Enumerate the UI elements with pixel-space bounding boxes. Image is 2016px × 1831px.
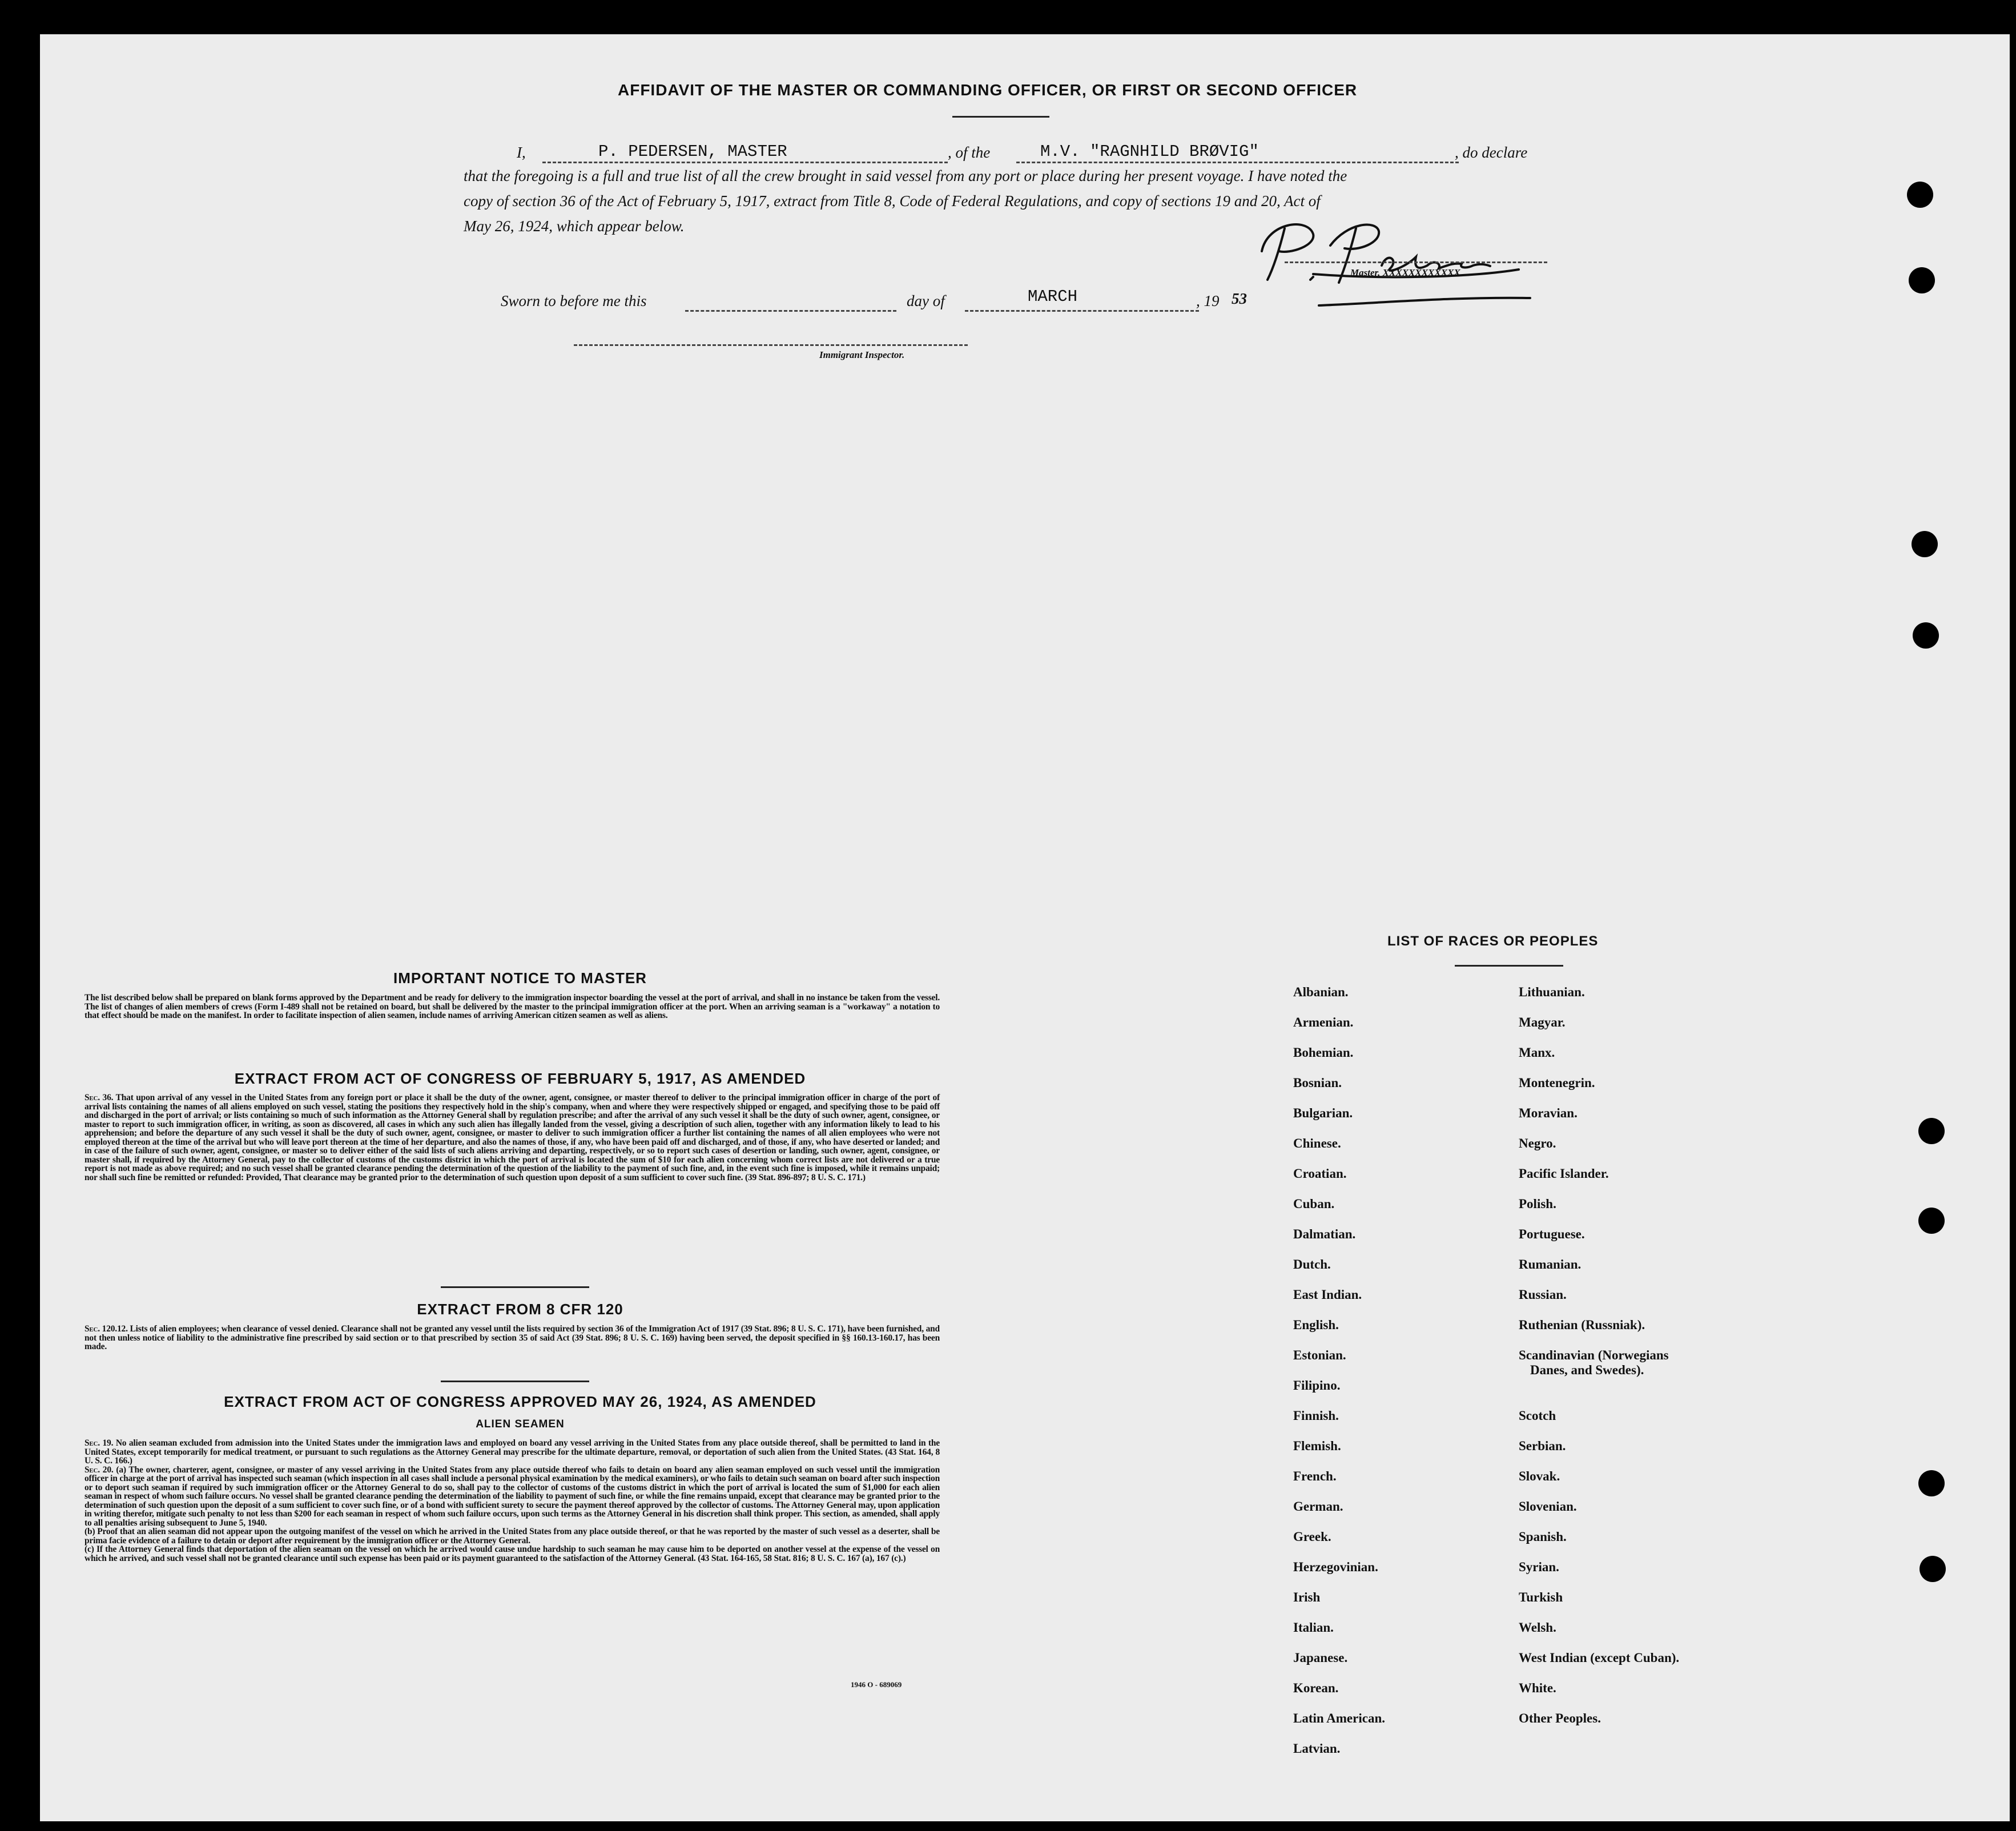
section-text: No alien seaman excluded from admission into the United States under the immigration laws and employed on board any vessel arriving in the United States from any place outside thereof, shall be permitted to land in the United States, except temporarily for medical treatment, or pursuant to such regulations as the Attorney General may prescribe for the ultimate departure, removal, or deportation of such alien from the United States. (43 Stat. 164, 8 U. S. C. 166.) <box>84 1438 940 1466</box>
master-name-field[interactable]: P. PEDERSEN, MASTER <box>598 142 787 161</box>
day-of-label: day of <box>907 292 945 309</box>
affidavit-body-line: copy of section 36 of the Act of February 5, 1917, extract from Title 8, Code of Federal Regulations, and copy of sections 19 and 20, Act of <box>464 192 1321 210</box>
extract-1917-text <box>84 1093 940 1182</box>
race-item: Korean. <box>1293 1681 1339 1695</box>
year-field[interactable]: 53 <box>1232 290 1247 307</box>
title-underline <box>952 116 1049 118</box>
race-item: Chinese. <box>1293 1136 1341 1150</box>
inspector-label: Immigrant Inspector. <box>819 349 905 360</box>
affidavit-body-line: May 26, 1924, which appear below. <box>464 218 685 235</box>
sworn-label: Sworn to before me this <box>501 292 647 309</box>
section-text: That upon arrival of any vessel in the United States from any foreign port or place it shall be the duty of the owner, agent, consignee, or master thereof to deliver to the principal immigration officer in charge of the port of arrival lists containing the names of all aliens employed on such vessel, stating the positions they respectively hold in the ship's company, when and where they were respectively shipped or engaged, and specifying those to be paid off and discharged in the port of arrival; or lists containing so much of such information as the Attorney General shall by regulation prescribe; and after the arrival of any such vessel it shall be the duty of such owner, agent, consignee, or master to report to such immigration officer, in writing, as soon as discovered, all cases in which any such alien has illegally landed from the vessel, giving a description of such alien, together with any information likely to lead to his apprehension; and before the departure of any such vessel it shall be the duty of such owner, agent, consignee, or master to deliver to such immigration officer a further list containing the names of all alien employees who were not employed thereon at the time of the arrival but who will leave port thereon at the time of her departure, and also the names of those, if any, who have been paid off and discharged, and of those, if any, who have deserted or landed; and in case of the failure of such owner, agent, consignee, or master so to deliver either of the said lists of such aliens arriving and departing, respectively, or so to report such cases of desertion or landing, such owner, agent, consignee, or master shall, if required by the Attorney General, pay to the collector of customs of the customs district in which the port of arrival is located the sum of $10 for each alien concerning whom correct lists are not delivered or a true report is not made as above required; and no such vessel shall be granted clearance pending the determination of the question of the liability to the payment of such fine, and, in the event such fine is imposed, while it remains unpaid; nor shall such fine be remitted or refunded: Provided, That clearance may be granted prior to the determination of such question upon deposit of a sum sufficient to cover such fine. (39 Stat. 896-897; 8 U. S. C. 171.) <box>84 1093 940 1182</box>
extract-cfr-title: EXTRACT FROM 8 CFR 120 <box>417 1301 623 1318</box>
section-20-c: (c) If the Attorney General finds that deportation of the alien seaman on the vessel on which he arrived would cause undue hardship to such seaman he may cause him to be deported on another vessel at the expense of the vessel on which he arrived, and such vessel shall not be granted clearance until such expense has been paid or its payment guaranteed to the satisfaction of the Attorney General. (43 Stat. 164-165, 58 Stat. 816; 8 U. S. C. 167 (a), 167 (c).) <box>84 1544 940 1563</box>
section-label: Sec. 36. <box>84 1093 114 1102</box>
punch-hole <box>1918 1470 1945 1496</box>
race-item: Dutch. <box>1293 1257 1331 1271</box>
race-item: Rumanian. <box>1519 1257 1582 1271</box>
race-item: Spanish. <box>1519 1530 1567 1544</box>
affidavit-title: AFFIDAVIT OF THE MASTER OR COMMANDING OFFICER, OR FIRST OR SECOND OFFICER <box>618 81 1358 99</box>
notice-title: IMPORTANT NOTICE TO MASTER <box>393 969 647 987</box>
race-item: Dalmatian. <box>1293 1227 1356 1241</box>
race-item: Russian. <box>1519 1287 1567 1302</box>
section-20-b: (b) Proof that an alien seaman did not appear upon the outgoing manifest of the vessel on which he arrived in the United States from any place outside thereof, or that he was reported by the master of such vessel as a deserter, shall be prima facie evidence of a failure to detain or deport after requirement by the immigration officer or the Attorney General. <box>84 1527 940 1546</box>
race-item: Estonian. <box>1293 1348 1346 1362</box>
race-item: Slovak. <box>1519 1469 1560 1483</box>
inspector-line <box>574 344 968 346</box>
master-signature <box>1245 211 1542 308</box>
punch-hole <box>1920 1556 1946 1582</box>
print-code: 1946 O - 689069 <box>851 1680 902 1689</box>
race-item: Pacific Islander. <box>1519 1166 1609 1181</box>
race-item: Scotch <box>1519 1409 1556 1423</box>
race-item: Welsh. <box>1519 1620 1556 1635</box>
section-divider <box>441 1381 589 1382</box>
race-item: Albanian. <box>1293 985 1349 999</box>
section-19 <box>84 1439 940 1466</box>
race-item: Montenegrin. <box>1519 1076 1595 1090</box>
section-text: Lists of alien employees; when clearance of vessel denied. Clearance shall not be granted any vessel until the lists required by section 36 of the Immigration Act of 1917 (39 Stat. 896; 8 U. S. C. 171), have been furnished, and not then unless notice of liability to the administrative fine prescribed by said section or to that prescribed by section 35 of said Act (39 Stat. 896; 8 U. S. C. 169) having been served, the deposit specified in §§ 160.13-160.17, has been made. <box>84 1324 940 1351</box>
race-item: Ruthenian (Russniak). <box>1519 1318 1645 1332</box>
race-item: Latvian. <box>1293 1741 1341 1756</box>
race-item: German. <box>1293 1499 1343 1514</box>
month-line <box>965 310 1199 312</box>
month-field[interactable]: MARCH <box>1028 287 1078 306</box>
race-item: Japanese. <box>1293 1651 1348 1665</box>
punch-hole <box>1909 267 1935 293</box>
sworn-day-line <box>685 310 896 312</box>
race-item: Slovenian. <box>1519 1499 1577 1514</box>
extract-1924-text <box>84 1439 940 1563</box>
race-item: Lithuanian. <box>1519 985 1585 999</box>
extract-1924-subtitle: ALIEN SEAMEN <box>476 1418 565 1430</box>
punch-hole <box>1907 182 1933 208</box>
races-title: LIST OF RACES OR PEOPLES <box>1387 933 1599 949</box>
race-item: Portuguese. <box>1519 1227 1585 1241</box>
race-item: English. <box>1293 1318 1339 1332</box>
races-underline <box>1455 965 1563 967</box>
race-item: Croatian. <box>1293 1166 1347 1181</box>
race-item: Other Peoples. <box>1519 1711 1601 1725</box>
race-item: Syrian. <box>1519 1560 1559 1574</box>
section-label: Sec. 20. <box>84 1464 114 1475</box>
race-item: Magyar. <box>1519 1015 1566 1029</box>
section-label: Sec. 19. <box>84 1438 114 1448</box>
section-20 <box>84 1466 940 1528</box>
race-item: Negro. <box>1519 1136 1556 1150</box>
extract-1917-title: EXTRACT FROM ACT OF CONGRESS OF FEBRUARY 5, 1917, AS AMENDED <box>234 1070 806 1087</box>
race-item: Manx. <box>1519 1045 1555 1060</box>
punch-hole <box>1918 1208 1945 1234</box>
signature-line <box>1285 261 1547 263</box>
race-item: Finnish. <box>1293 1409 1339 1423</box>
affidavit-body-line: that the foregoing is a full and true list of all the crew brought in said vessel from any port or place during her present voyage. I have noted the <box>464 167 1347 184</box>
punch-hole <box>1913 622 1939 649</box>
race-item: Greek. <box>1293 1530 1331 1544</box>
do-declare-label: , do declare <box>1455 144 1528 161</box>
race-item: Bulgarian. <box>1293 1106 1353 1120</box>
race-item: Bosnian. <box>1293 1076 1342 1090</box>
race-item: Filipino. <box>1293 1378 1341 1393</box>
race-item: Scandinavian (Norwegians <box>1519 1348 1669 1362</box>
section-text: (a) The owner, charterer, agent, consignee, or master of any vessel arriving in the United States from any place outside thereof who fails to detain on board any alien seaman employed on such vessel until the immigration officer in charge at the port of arrival has inspected such seaman (which inspection in all cases shall include a personal physical examination by the medical examiners), or who fails to detain such seaman on board after such inspection or to deport such seaman if required by such immigration officer or the Attorney General to do so, shall pay to the collector of customs of the customs district in which the port of arrival is located the sum of $1,000 for each alien seaman in respect of whom such failure occurs. No vessel shall be granted clearance pending the determination of the liability to payment of such fine, or while the fine remains unpaid, except that clearance may be granted prior to the determination of such question upon the deposit of a sum sufficient to cover such fine, or of a bond with sufficient surety to secure the payment thereof approved by the collector of customs. The Attorney General may, upon application in writing therefor, mitigate such penalty to not less than $200 for each seaman in respect of whom such failure occurs, upon such terms as the Attorney General in his discretion shall think proper. This section, as amended, shall apply to all penalties arising subsequent to June 5, 1940. <box>84 1464 940 1528</box>
of-the-label: , of the <box>948 144 991 161</box>
punch-hole <box>1918 1118 1945 1144</box>
vessel-name-field[interactable]: M.V. "RAGNHILD BRØVIG" <box>1040 142 1259 161</box>
race-item: Cuban. <box>1293 1197 1335 1211</box>
race-item: Moravian. <box>1519 1106 1578 1120</box>
race-item: Latin American. <box>1293 1711 1385 1725</box>
race-item: West Indian (except Cuban). <box>1519 1651 1680 1665</box>
section-divider <box>441 1286 589 1288</box>
notice-text: The list described below shall be prepared on blank forms approved by the Department and be ready for delivery to the immigration inspector boarding the vessel at the port of arrival, and shall in no instance be taken from the vessel. The list of changes of alien members of crews (Form I-489 shall not be retained on board, but shall be delivered by the master to the principal immigration officer at the port. When an arriving seaman is a "workaway" a notation to that effect should be made on the manifest. In order to facilitate inspection of alien seamen, include names of arriving American citizen seamen as well as aliens. <box>84 993 940 1020</box>
race-item: Herzegovinian. <box>1293 1560 1378 1574</box>
race-item: Armenian. <box>1293 1015 1354 1029</box>
race-item: Danes, and Swedes). <box>1530 1363 1644 1377</box>
i-label: I, <box>517 144 526 161</box>
extract-1924-title: EXTRACT FROM ACT OF CONGRESS APPROVED MAY 26, 1924, AS AMENDED <box>224 1393 816 1410</box>
punch-hole <box>1912 531 1938 557</box>
section-label: Sec. 120.12. <box>84 1324 128 1334</box>
year-prefix: , 19 <box>1196 292 1220 309</box>
race-item: Italian. <box>1293 1620 1334 1635</box>
race-item: Polish. <box>1519 1197 1556 1211</box>
race-item: Flemish. <box>1293 1439 1341 1453</box>
race-item: Turkish <box>1519 1590 1563 1604</box>
race-item: Bohemian. <box>1293 1045 1354 1060</box>
signature-caption: Master, XXXXXXXXXXXX <box>1350 267 1460 278</box>
race-item: White. <box>1519 1681 1556 1695</box>
extract-cfr-text <box>84 1325 940 1351</box>
race-item: East Indian. <box>1293 1287 1362 1302</box>
race-item: Irish <box>1293 1590 1321 1604</box>
race-item: French. <box>1293 1469 1337 1483</box>
race-item: Serbian. <box>1519 1439 1566 1453</box>
